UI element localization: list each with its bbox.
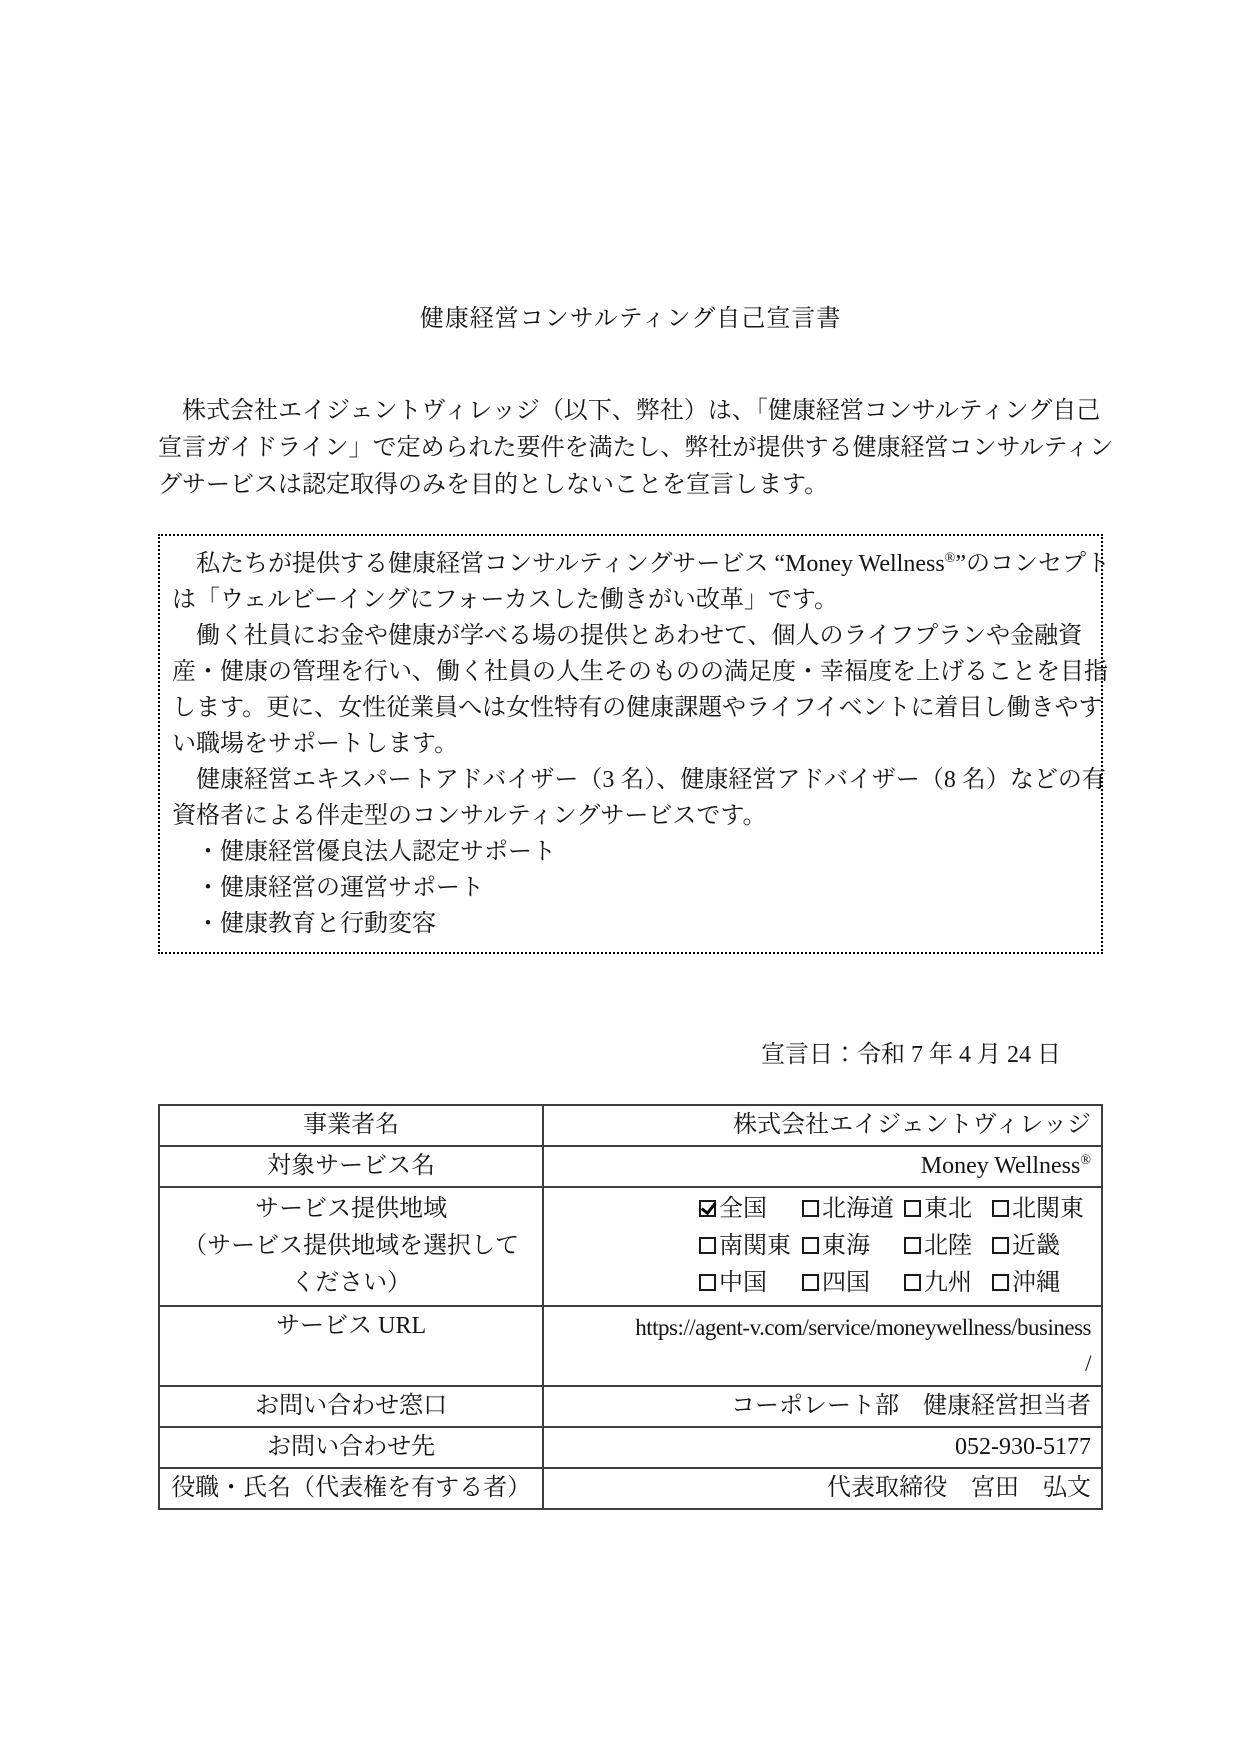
intro-line: グサービスは認定取得のみを目的としないことを宣言します。 [158,472,829,498]
checkbox-icon [802,1237,819,1254]
concept-line-text: ”のコンセプト [955,551,1110,577]
region-checkbox-tohoku [904,1191,992,1228]
region-checkbox-hokuriku [904,1228,992,1265]
service-region-label-line: サービス提供地域 [255,1196,448,1222]
region-checkbox-chugoku [699,1265,802,1302]
checkbox-label: 東北 [924,1196,972,1222]
region-checkbox-kyushu [904,1265,992,1302]
representative-value: 代表取締役 宮田 弘文 [543,1468,1102,1509]
checkbox-icon [699,1237,716,1254]
region-checkbox-hokkaido [802,1191,904,1228]
service-url-row [159,1306,1102,1386]
representative-label: 役職・氏名（代表権を有する者） [159,1468,543,1509]
checkbox-label: 全国 [719,1196,767,1222]
service-region-row [159,1187,1102,1306]
declaration-date: 宣言日：令和 7 年 4 月 24 日 [761,1042,1061,1068]
region-checkbox-kinki [992,1228,1091,1265]
checkbox-icon [904,1274,921,1291]
contact-window-value: コーポレート部 健康経営担当者 [543,1386,1102,1427]
service-url-line: https://agent-v.com/service/moneywellness/business [635,1315,1091,1340]
contact-window-label: お問い合わせ窓口 [159,1386,543,1427]
concept-line: い職場をサポートします。 [172,731,459,757]
concept-line: 健康経営エキスパートアドバイザー（3 名）、健康経営アドバイザー（8 名）などの有 [172,767,1106,793]
region-checkbox-okinawa [992,1265,1091,1302]
checkbox-label: 沖縄 [1012,1270,1060,1296]
service-url-value [543,1306,1102,1386]
region-checkbox-line [699,1265,1091,1302]
concept-bullet-item: ・健康経営の運営サポート [172,875,484,901]
service-url-label: サービス URL [159,1306,543,1386]
checkbox-icon [904,1237,921,1254]
region-checkbox-line [699,1228,1091,1265]
region-checkbox-kitakanto [992,1191,1091,1228]
concept-line [172,546,1110,582]
service-name-row [159,1146,1102,1187]
service-name-value [543,1146,1102,1187]
service-region-label-line: ください） [291,1270,412,1296]
intro-line: 株式会社エイジェントヴィレッジ（以下、弊社）は、「健康経営コンサルティング自己 [158,398,1101,424]
contact-number-row [159,1427,1102,1468]
service-region-label [159,1187,543,1306]
checkbox-label: 北海道 [822,1196,894,1222]
checkbox-icon [802,1274,819,1291]
service-region-checkboxes [543,1187,1102,1306]
checkbox-label: 中国 [719,1270,767,1296]
checkbox-label: 東海 [822,1233,870,1259]
registered-trademark-mark: ® [1080,1153,1091,1168]
concept-line: 産・健康の管理を行い、働く社員の人生そのものの満足度・幸福度を上げることを目指 [172,659,1108,685]
representative-row [159,1468,1102,1509]
registered-trademark-mark: ® [944,551,956,566]
contact-window-row [159,1386,1102,1427]
business-name-value: 株式会社エイジェントヴィレッジ [543,1105,1102,1146]
checkbox-icon [802,1200,819,1217]
checkbox-label: 九州 [924,1270,972,1296]
contact-number-value: 052-930-5177 [543,1427,1102,1468]
business-name-row [159,1105,1102,1146]
region-checkbox-zenkoku [699,1191,802,1228]
concept-line: します。更に、女性従業員へは女性特有の健康課題やライフイベントに着目し働きやす [172,695,1103,721]
checkbox-icon [992,1237,1009,1254]
contact-number-label: お問い合わせ先 [159,1427,543,1468]
document-title: 健康経営コンサルティング自己宣言書 [419,306,842,332]
service-info-table [158,1104,1103,1510]
service-url-line: / [1085,1351,1091,1376]
region-checkbox-shikoku [802,1265,904,1302]
concept-line: は「ウェルビーイングにフォーカスした働きがい改革」です。 [172,587,838,613]
checkbox-icon [699,1274,716,1291]
business-name-label: 事業者名 [159,1105,543,1146]
checkbox-label: 南関東 [719,1233,791,1259]
checkbox-label: 四国 [822,1270,870,1296]
concept-box [158,534,1110,954]
region-checkbox-tokai [802,1228,904,1265]
concept-line-text: 私たちが提供する健康経営コンサルティングサービス “Money Wellness [172,551,945,577]
intro-paragraph [158,393,1114,504]
checkbox-icon [992,1200,1009,1217]
checkbox-icon [992,1274,1009,1291]
checkbox-label: 北陸 [924,1233,972,1259]
service-region-label-line: （サービス提供地域を選択して [183,1233,520,1259]
concept-bullet-item: ・健康教育と行動変容 [172,911,436,937]
concept-bullet-item: ・健康経営優良法人認定サポート [172,839,556,865]
concept-line: 働く社員にお金や健康が学べる場の提供とあわせて、個人のライフプランや金融資 [172,623,1083,649]
intro-line: 宣言ガイドライン」で定められた要件を満たし、弊社が提供する健康経営コンサルティン [158,435,1114,461]
checkbox-icon [904,1200,921,1217]
checkbox-label: 近畿 [1012,1233,1060,1259]
checkbox-label: 北関東 [1012,1196,1084,1222]
region-checkbox-minamikanto [699,1228,802,1265]
service-name-label: 対象サービス名 [159,1146,543,1187]
checkbox-checked-icon [699,1200,716,1217]
concept-line: 資格者による伴走型のコンサルティングサービスです。 [172,803,767,829]
service-name-text: Money Wellness [920,1153,1081,1179]
region-checkbox-line [699,1191,1091,1228]
